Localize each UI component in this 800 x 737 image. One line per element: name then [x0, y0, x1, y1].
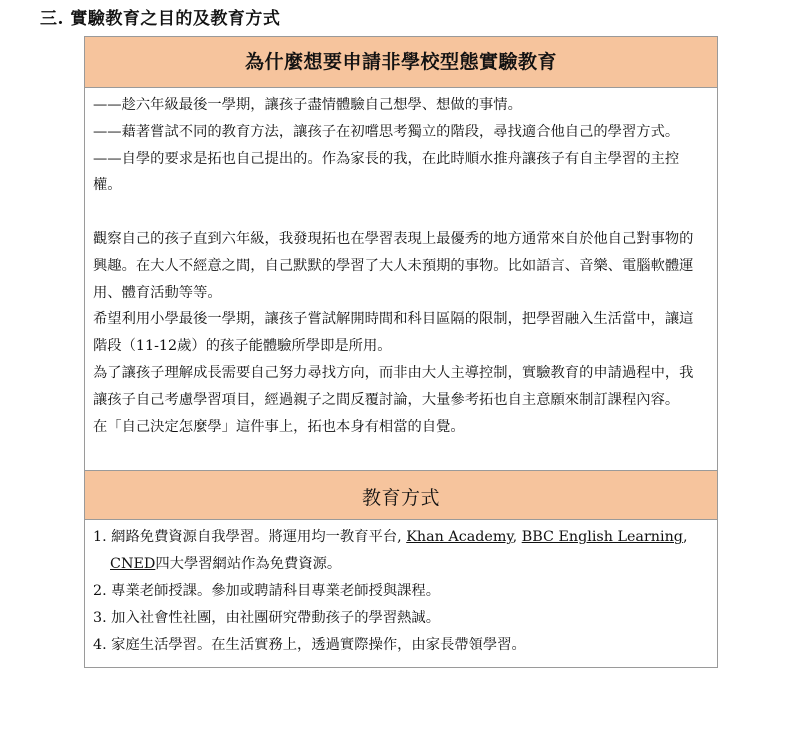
method-text: 四大學習網站作為免費資源。	[155, 556, 342, 573]
method-text: 1. 網路免費資源自我學習。將運用均一教育平台,	[93, 529, 407, 546]
method-item: 4. 家庭生活學習。在生活實務上，透過實際操作，由家長帶領學習。	[93, 637, 526, 654]
separator: ,	[512, 529, 522, 546]
method-item-continuation	[93, 551, 707, 578]
reason-paragraph: 觀察自己的孩子直到六年級，我發現拓也在學習表現上最優秀的地方通常來自於他自己對事物的興趣。在大人不經意之間，自己默默的學習了大人未預期的事物。比如語言、音樂、電腦軟體運用、體育活動等等。	[93, 230, 694, 301]
content-table	[84, 36, 718, 668]
intro-line: ——自學的要求是拓也自己提出的。作為家長的我，在此時順水推舟讓孩子有自主學習的主控權。	[93, 150, 680, 194]
khan-academy-link[interactable]: Khan Academy	[406, 529, 513, 546]
reason-body	[85, 88, 717, 440]
intro-line: ——趁六年級最後一學期，讓孩子盡情體驗自己想學、想做的事情。	[93, 97, 522, 113]
separator: ,	[682, 529, 688, 546]
bbc-english-learning-link[interactable]: BBC English Learning	[521, 529, 683, 546]
cned-link[interactable]: CNED	[110, 556, 156, 573]
paragraph-gap	[93, 199, 707, 226]
reason-paragraph: 為了讓孩子理解成長需要自己努力尋找方向，而非由大人主導控制，實驗教育的申請過程中，我讓孩子自己考慮學習項目，經過親子之間反覆討論，大量參考拓也自主意願來制訂課程內容。	[93, 364, 694, 408]
section-spacer	[85, 440, 717, 471]
method-item	[93, 524, 707, 551]
methods-header: 教育方式	[85, 471, 717, 520]
method-item: 2. 專業老師授課。參加或聘請科目專業老師授與課程。	[93, 583, 441, 600]
reason-header: 為什麼想要申請非學校型態實驗教育	[85, 37, 717, 88]
section-title: 三. 實驗教育之目的及教育方式	[40, 9, 281, 29]
method-item: 3. 加入社會性社團，由社團研究帶動孩子的學習熱誠。	[93, 610, 441, 627]
reason-paragraph: 希望利用小學最後一學期，讓孩子嘗試解開時間和科目區隔的限制，把學習融入生活當中，讓這階段（11-12歲）的孩子能體驗所學即是所用。	[93, 311, 694, 355]
methods-list	[85, 520, 717, 667]
intro-line: ——藉著嘗試不同的教育方法，讓孩子在初嚐思考獨立的階段，尋找適合他自己的學習方式。	[93, 123, 680, 140]
reason-paragraph: 在「自己決定怎麼學」這件事上，拓也本身有相當的自覺。	[93, 418, 465, 435]
